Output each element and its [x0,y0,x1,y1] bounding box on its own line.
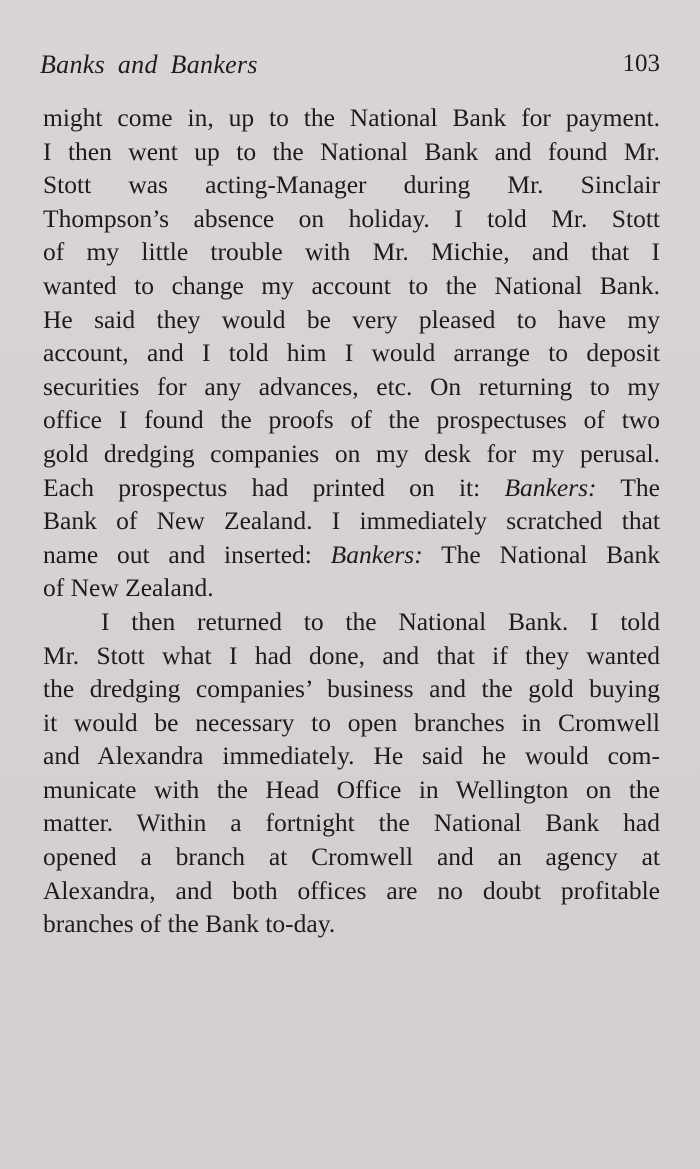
text-segment: wanted to change my account to the National Bank. [43,270,660,300]
text-segment: Thompson’s absence on holiday. I told Mr. Stott [43,203,660,233]
paragraph [43,605,660,941]
text-line [43,706,660,740]
text-line [43,269,660,303]
text-line [43,202,660,236]
text-segment: and Alexandra immediately. He said he would com- [43,741,660,771]
text-line [43,874,660,908]
text-segment: The [596,472,661,502]
body-text [43,101,660,941]
text-line [43,168,660,202]
text-line [43,235,660,269]
text-segment: name out and inserted: [43,539,331,569]
text-segment: Bank of New Zealand. I immediately scratched that [43,506,660,536]
italic-text: Bankers: [504,472,597,502]
text-line [43,303,660,337]
text-segment: office I found the proofs of the prospectuses of two [43,405,660,435]
text-segment: branches of the Bank to-day. [43,909,336,939]
text-line [43,370,660,404]
text-line [43,538,660,572]
italic-text: Bankers: [330,539,423,569]
text-segment: Stott was acting-Manager during Mr. Sinclair [43,170,660,200]
text-line [43,437,660,471]
text-segment: the dredging companies’ business and the gold buying [43,674,660,704]
text-segment: Each prospectus had printed on it: [43,472,505,502]
text-segment: account, and I told him I would arrange to deposit [43,338,660,368]
text-line [43,840,660,874]
text-segment: might come in, up to the National Bank for payment. [43,103,660,132]
text-line [43,403,660,437]
text-line [43,605,660,639]
text-line [43,336,660,370]
text-segment: matter. Within a fortnight the National Bank had [43,808,660,838]
text-segment: securities for any advances, etc. On returning to my [43,371,660,401]
text-segment: Alexandra, and both offices are no doubt profitable [43,875,660,905]
text-segment: I then returned to the National Bank. I told [101,606,660,636]
text-segment: He said they would be very pleased to have my [43,304,660,334]
text-segment: Mr. Stott what I had done, and that if they wanted [43,640,660,670]
paragraph [43,101,660,605]
text-segment: I then went up to the National Bank and found Mr. [43,136,660,166]
text-segment: municate with the Head Office in Wellington on the [43,774,660,804]
page-number: 103 [622,50,660,77]
text-line [43,639,660,673]
text-line [43,806,660,840]
text-line [43,907,660,941]
text-line [43,571,660,605]
text-line [43,504,660,538]
text-line [43,101,660,135]
text-line [43,773,660,807]
running-title: Banks and Bankers [40,50,258,79]
text-segment: opened a branch at Cromwell and an agency at [43,842,660,872]
text-segment: it would be necessary to open branches in Cromwell [43,707,660,737]
text-line [43,135,660,169]
text-segment: The National Bank [422,539,660,569]
text-segment: of New Zealand. [43,573,214,603]
text-line [43,672,660,706]
running-head [40,50,660,84]
text-line [43,471,660,505]
text-segment: gold dredging companies on my desk for my perusal. [43,438,660,468]
text-line [43,739,660,773]
text-segment: of my little trouble with Mr. Michie, and that I [43,237,660,267]
